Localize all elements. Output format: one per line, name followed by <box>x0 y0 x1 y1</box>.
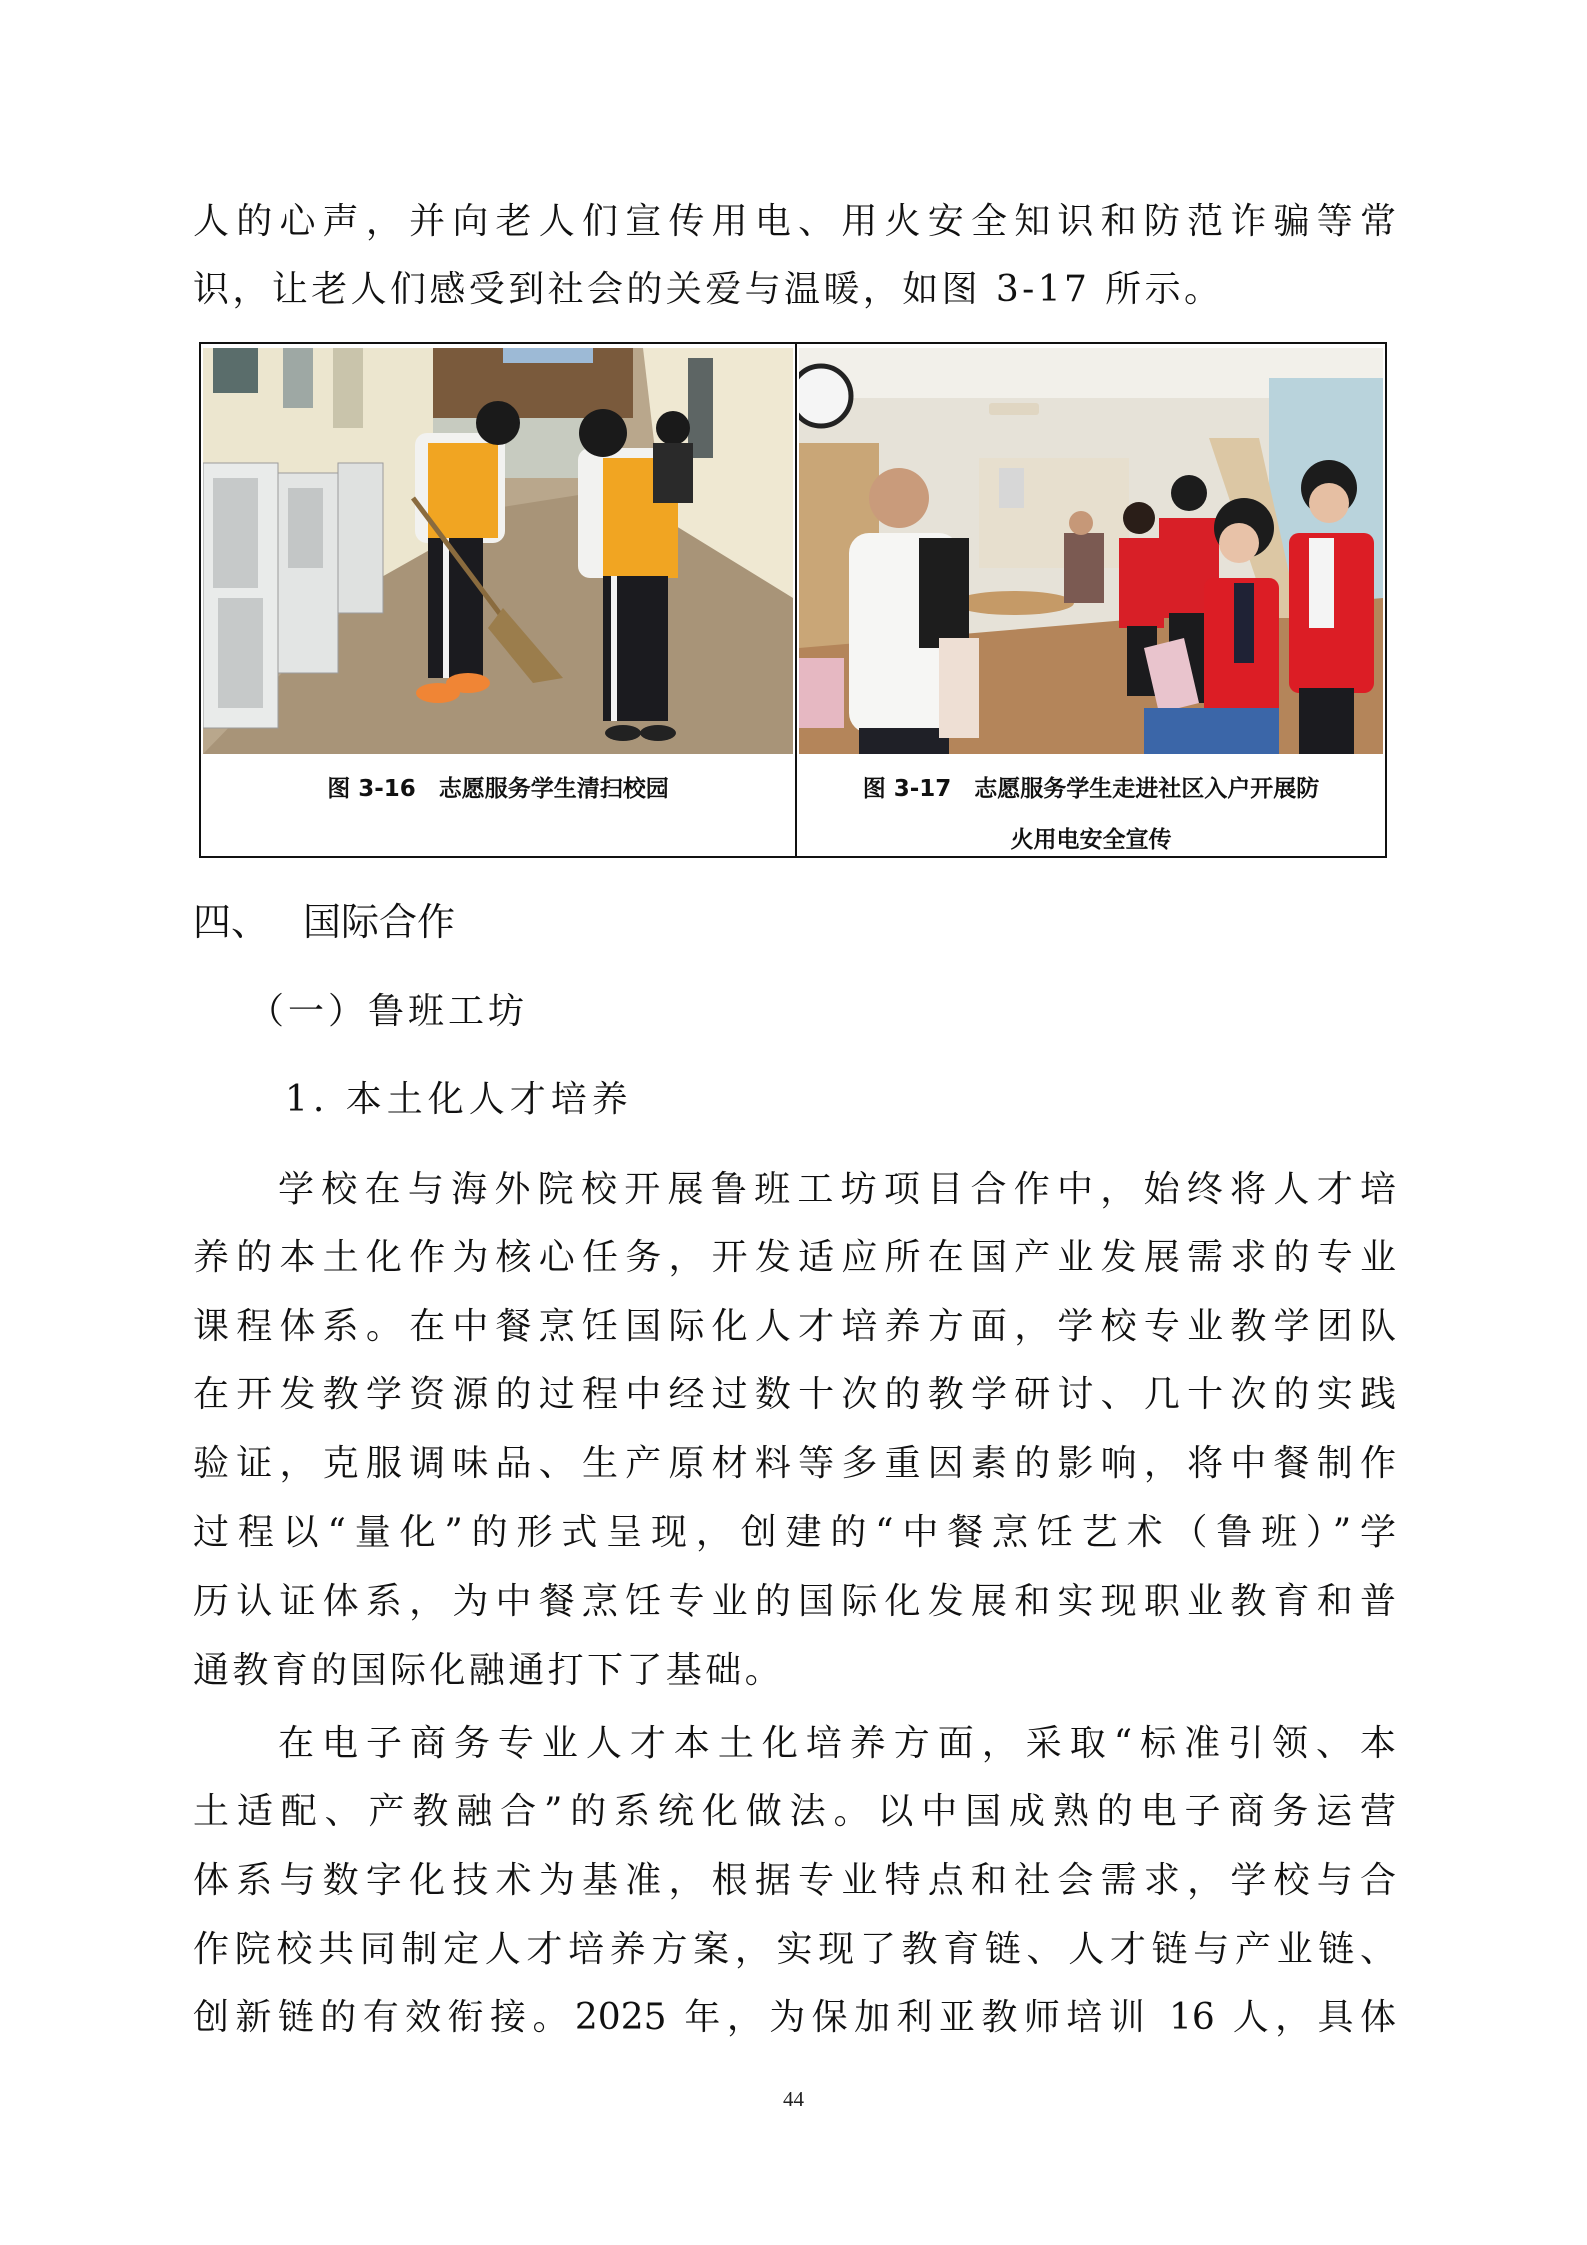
paragraph-1-line-5: 验证，克服调味品、生产原材料等多重因素的影响，将中餐制作 <box>193 1443 1396 1484</box>
figure-table-divider <box>795 344 797 856</box>
intro-line-2: 识，让老人们感受到社会的关爱与温暖，如图 3-17 所示。 <box>193 269 1224 310</box>
figure-3-17-caption <box>799 774 1383 855</box>
section-number: 四、 <box>193 900 270 944</box>
figure-table <box>199 342 1387 858</box>
subsection-heading: （一）鲁班工坊 <box>248 991 529 1032</box>
paragraph-1-line-7: 历认证体系，为中餐烹饪专业的国际化发展和实现职业教育和普 <box>193 1581 1396 1622</box>
subsubsection-heading: 1. 本土化人才培养 <box>285 1079 633 1120</box>
figure-3-17-caption-line-1: 图 3-17 志愿服务学生走进社区入户开展防 <box>862 776 1320 802</box>
paragraph-2-line-2: 土适配、产教融合”的系统化做法。以中国成熟的电子商务运营 <box>193 1791 1396 1832</box>
paragraph-1-line-1: 学校在与海外院校开展鲁班工坊项目合作中，始终将人才培 <box>278 1169 1396 1210</box>
section-title: 国际合作 <box>303 900 456 944</box>
paragraph-2-line-1: 在电子商务专业人才本土化培养方面，采取“标准引领、本 <box>278 1723 1396 1764</box>
paragraph-1-line-2: 养的本土化作为核心任务，开发适应所在国产业发展需求的专业 <box>193 1237 1396 1278</box>
paragraph-1-line-3: 课程体系。在中餐烹饪国际化人才培养方面，学校专业教学团队 <box>193 1306 1396 1347</box>
paragraph-1-line-4: 在开发教学资源的过程中经过数十次的教学研讨、几十次的实践 <box>193 1374 1396 1415</box>
paragraph-2-line-5: 创新链的有效衔接。2025 年，为保加利亚教师培训 16 人，具体 <box>193 1997 1396 2038</box>
volunteer-students-sweeping-campus-photo <box>203 348 793 754</box>
volunteer-students-community-fire-safety-photo <box>799 348 1383 754</box>
section-heading <box>193 900 455 944</box>
paragraph-1-line-6: 过程以“量化”的形式呈现，创建的“中餐烹饪艺术（鲁班）”学 <box>193 1512 1396 1553</box>
figure-3-16-caption <box>203 774 793 804</box>
intro-line-1: 人的心声，并向老人们宣传用电、用火安全知识和防范诈骗等常 <box>193 201 1396 242</box>
paragraph-1-line-8: 通教育的国际化融通打下了基础。 <box>193 1650 785 1691</box>
paragraph-2-line-3: 体系与数字化技术为基准，根据专业特点和社会需求，学校与合 <box>193 1860 1396 1901</box>
paragraph-2-line-4: 作院校共同制定人才培养方案，实现了教育链、人才链与产业链、 <box>193 1929 1396 1970</box>
figure-3-16-caption-line-1: 图 3-16 志愿服务学生清扫校园 <box>327 776 669 802</box>
page-number: 44 <box>783 2087 804 2111</box>
figure-3-17-caption-line-2: 火用电安全宣传 <box>1010 827 1172 853</box>
